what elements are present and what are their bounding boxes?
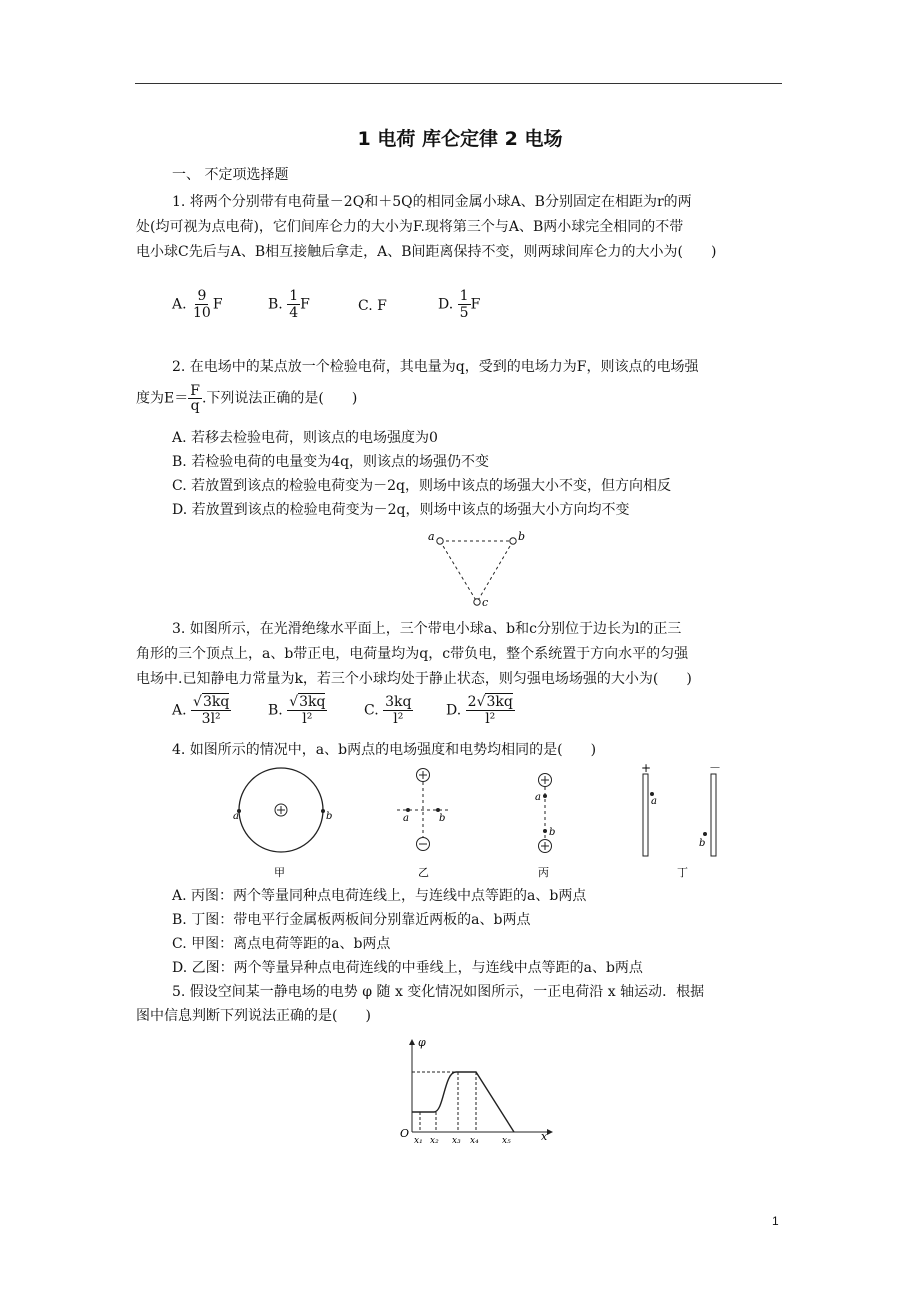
figure-ding [641, 762, 721, 879]
q1-option-a: A. $\frac{9}{10}$ F [172, 288, 223, 321]
q4-figures [225, 762, 745, 884]
q3-option-c: C. $\frac{3kq}{\text{l²}}$ [364, 694, 412, 727]
q3-line-3: 电场中.已知静电力常量为k，若三个小球均处于静止状态，则匀强电场场强的大小为( ) [136, 671, 692, 687]
y-axis-label: φ [418, 1036, 426, 1049]
q4-option-b: B. 丁图：带电平行金属板两板间分别靠近两板的a、b两点 [172, 912, 531, 928]
q2-option-a: A. 若移去检验电荷，则该点的电场强度为0 [172, 430, 438, 446]
q5-line-1: 5. 假设空间某一静电场的电势 φ 随 x 变化情况如图所示，一正电荷沿 x 轴运动．根据 [172, 984, 705, 1000]
svg-text:b: b [549, 827, 556, 838]
vertex-label-c: c [482, 596, 489, 609]
section-heading: 一、 不定项选择题 [172, 167, 289, 183]
svg-text:a: a [403, 813, 409, 824]
svg-text:a: a [651, 796, 657, 807]
q1-line-3: 电小球C先后与A、B相互接触后拿走，A、B间距离保持不变，则两球间库仑力的大小为( ) [136, 244, 717, 260]
svg-text:x₅: x₅ [502, 1136, 511, 1144]
q3-line-1: 3. 如图所示，在光滑绝缘水平面上，三个带电小球a、b和c分别位于边长为l的正三 [172, 621, 682, 637]
caption-bing: 丙 [538, 866, 549, 879]
q1-option-b: B. $\frac{1}{4}$ F [268, 288, 310, 321]
q2-line-2: 度为E＝ $\frac{F}{q}$ .下列说法正确的是( ) [136, 383, 358, 414]
q1-option-d: D. $\frac{1}{5}$ F [438, 288, 481, 321]
svg-text:b: b [699, 838, 706, 849]
q4-option-c: C. 甲图：离点电荷等距的a、b两点 [172, 936, 391, 952]
figure-jia [233, 768, 332, 879]
caption-ding: 丁 [677, 866, 688, 879]
svg-text:b: b [326, 811, 333, 822]
header-rule [135, 83, 782, 84]
q4-option-d: D. 乙图：两个等量异种点电荷连线的中垂线上，与连线中点等距的a、b两点 [172, 960, 643, 976]
q5-line-2: 图中信息判断下列说法正确的是( ) [136, 1008, 371, 1024]
q2-option-b: B. 若检验电荷的电量变为4q，则该点的场强仍不变 [172, 454, 490, 470]
origin-label: O [400, 1127, 410, 1140]
svg-text:+: + [641, 762, 652, 775]
svg-text:x₁: x₁ [414, 1136, 423, 1144]
svg-text:a: a [535, 792, 541, 803]
q3-option-a: A. $\frac{√3kq}{\text{3l²}}$ [172, 694, 230, 727]
page-title: 1 电荷 库仑定律 2 电场 [357, 128, 563, 150]
caption-jia: 甲 [274, 866, 285, 879]
q2-option-d: D. 若放置到该点的检验电荷变为－2q，则场中该点的场强大小方向均不变 [172, 502, 630, 518]
q4-line: 4. 如图所示的情况中，a、b两点的电场强度和电势均相同的是( ) [172, 742, 597, 758]
svg-text:b: b [439, 813, 446, 824]
svg-text:－: － [709, 762, 722, 775]
x-axis-label: x [541, 1130, 548, 1143]
caption-yi: 乙 [418, 866, 429, 879]
page-number: 1 [772, 1214, 779, 1228]
svg-text:x₃: x₃ [452, 1136, 461, 1144]
q4-option-a: A. 丙图：两个等量同种点电荷连线上，与连线中点等距的a、b两点 [172, 888, 587, 904]
triangle-figure [420, 526, 530, 610]
q3-option-b: B. $\frac{√3kq}{\text{l²}}$ [268, 694, 326, 727]
svg-text:x₄: x₄ [470, 1136, 479, 1144]
potential-graph [394, 1034, 560, 1144]
q1-line-2: 处(均可视为点电荷)，它们间库仑力的大小为F.现将第三个与A、B两小球完全相同的不带 [136, 219, 684, 235]
q1-line-1: 1. 将两个分别带有电荷量－2Q和＋5Q的相同金属小球A、B分别固定在相距为r的两 [172, 194, 692, 210]
svg-text:a: a [233, 811, 239, 822]
q2-line-1: 2. 在电场中的某点放一个检验电荷，其电量为q，受到的电场力为F，则该点的电场强 [172, 359, 699, 375]
q3-line-2: 角形的三个顶点上，a、b带正电，电荷量均为q，c带负电，整个系统置于方向水平的匀强 [136, 646, 689, 662]
q1-option-c: C. F [358, 298, 387, 314]
vertex-label-a: a [428, 530, 435, 543]
figure-bing [535, 774, 555, 880]
q2-option-c: C. 若放置到该点的检验电荷变为－2q，则场中该点的场强大小不变，但方向相反 [172, 478, 671, 494]
vertex-label-b: b [518, 530, 526, 543]
svg-text:x₂: x₂ [430, 1136, 439, 1144]
figure-yi [397, 769, 449, 880]
q3-option-d: D. $\frac{2√3kq}{\text{l²}}$ [446, 694, 513, 727]
